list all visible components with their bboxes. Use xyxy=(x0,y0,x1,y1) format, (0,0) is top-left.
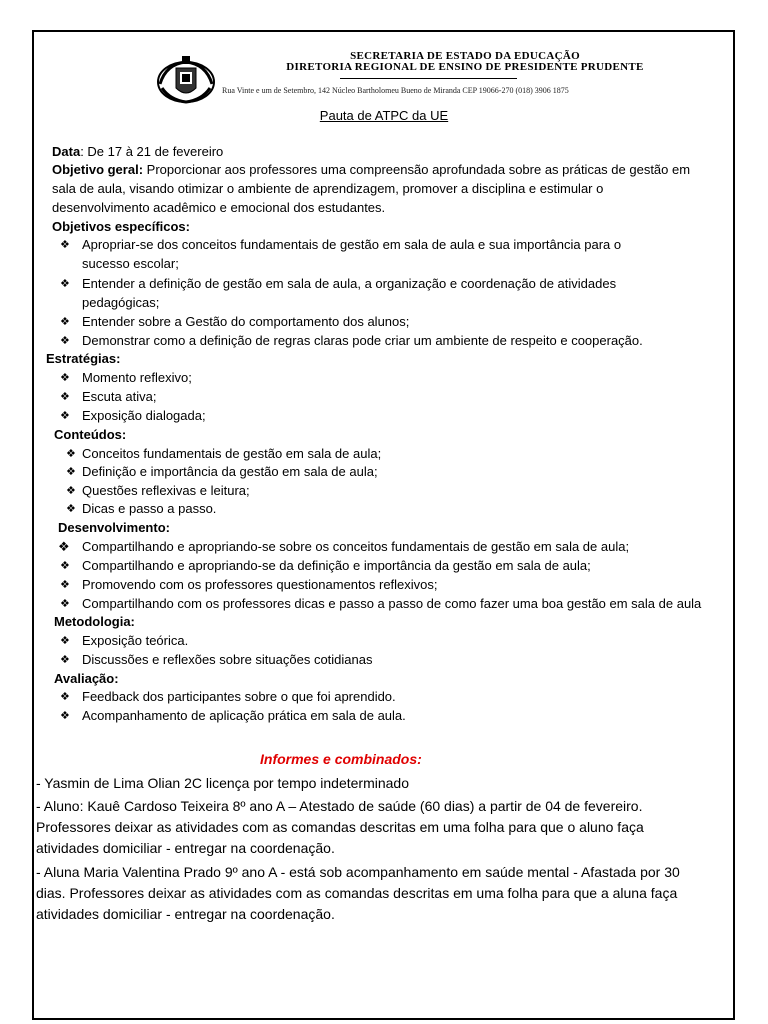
desenvolvimento-item: Promovendo com os professores questionamentos reflexivos; xyxy=(82,577,438,592)
header-divider xyxy=(340,78,517,79)
conteudo-item: Conceitos fundamentais de gestão em sala de aula; xyxy=(82,446,382,461)
data-line xyxy=(52,144,223,160)
objetivo-geral-text-3: desenvolvimento acadêmico e emocional dos estudantes. xyxy=(52,200,386,215)
desenvolvimento-item: Compartilhando e apropriando-se da definição e importância da gestão em sala de aula; xyxy=(82,558,591,573)
bullet-icon: ❖ xyxy=(60,391,70,403)
objetivo-geral-label: Objetivo geral: xyxy=(52,162,144,177)
bullet-icon: ❖ xyxy=(60,560,70,572)
avaliacao-item: Feedback dos participantes sobre o que foi aprendido. xyxy=(82,689,396,704)
informe-line: - Aluna Maria Valentina Prado 9º ano A - está sob acompanhamento em saúde mental - Afastada por 30 xyxy=(36,864,680,880)
informe-line: Professores deixar as atividades com as comandas descritas em uma folha para que o aluno faça xyxy=(36,819,644,835)
bullet-icon: ❖ xyxy=(66,485,76,497)
conteudo-item: Questões reflexivas e leitura; xyxy=(82,483,250,498)
estrategias-heading: Estratégias: xyxy=(46,351,121,366)
objetivo-geral-line xyxy=(52,162,690,178)
desenvolvimento-heading: Desenvolvimento: xyxy=(58,520,170,535)
bullet-icon: ❖ xyxy=(60,278,70,290)
objetivo-item-continued: pedagógicas; xyxy=(82,295,160,310)
bullet-icon: ❖ xyxy=(60,316,70,328)
state-coat-of-arms-icon xyxy=(156,54,216,106)
bullet-icon: ❖ xyxy=(58,539,70,554)
objetivos-especificos-heading: Objetivos específicos: xyxy=(52,219,190,234)
bullet-icon: ❖ xyxy=(60,635,70,647)
conteudo-item: Dicas e passo a passo. xyxy=(82,501,217,516)
bullet-icon: ❖ xyxy=(60,410,70,422)
header-secretaria: SECRETARIA DE ESTADO DA EDUCAÇÃO xyxy=(350,50,580,62)
informe-line: atividades domiciliar - entregar na coordenação. xyxy=(36,906,335,922)
objetivo-item: Entender a definição de gestão em sala de aula, a organização e coordenação de atividades xyxy=(82,276,617,291)
objetivo-item-continued: sucesso escolar; xyxy=(82,256,179,271)
avaliacao-heading: Avaliação: xyxy=(54,671,119,686)
bullet-icon: ❖ xyxy=(60,335,70,347)
bullet-icon: ❖ xyxy=(66,466,76,478)
metodologia-item: Discussões e reflexões sobre situações cotidianas xyxy=(82,652,373,667)
bullet-icon: ❖ xyxy=(60,579,70,591)
data-label: Data xyxy=(52,144,81,159)
informe-line: dias. Professores deixar as atividades com as comandas descritas em uma folha para que a aluna faça xyxy=(36,885,678,901)
avaliacao-item: Acompanhamento de aplicação prática em sala de aula. xyxy=(82,708,406,723)
header-diretoria: DIRETORIA REGIONAL DE ENSINO DE PRESIDENTE PRUDENTE xyxy=(286,61,644,73)
page-title: Pauta de ATPC da UE xyxy=(319,108,449,123)
desenvolvimento-item: Compartilhando e apropriando-se sobre os conceitos fundamentais de gestão em sala de aula; xyxy=(82,539,630,554)
informe-line: - Aluno: Kauê Cardoso Teixeira 8º ano A – Atestado de saúde (60 dias) a partir de 04 de fevereiro. xyxy=(36,798,643,814)
bullet-icon: ❖ xyxy=(60,654,70,666)
objetivo-item: Demonstrar como a definição de regras claras pode criar um ambiente de respeito e cooperação. xyxy=(82,333,643,348)
bullet-icon: ❖ xyxy=(66,448,76,460)
estrategia-item: Exposição dialogada; xyxy=(82,408,206,423)
informes-heading: Informes e combinados: xyxy=(260,751,422,767)
metodologia-heading: Metodologia: xyxy=(54,614,135,629)
objetivo-geral-text-2: sala de aula, visando otimizar o ambiente de aprendizagem, promover a disciplina e estimular o xyxy=(52,181,604,196)
bullet-icon: ❖ xyxy=(66,503,76,515)
objetivo-geral-text-1: Proporcionar aos professores uma compreensão aprofundada sobre as práticas de gestão em xyxy=(143,162,691,177)
estrategia-item: Escuta ativa; xyxy=(82,389,157,404)
header-address: Rua Vinte e um de Setembro, 142 Núcleo Bartholomeu Bueno de Miranda CEP 19066-270 (018) 3906 1875 xyxy=(222,86,569,95)
bullet-icon: ❖ xyxy=(60,710,70,722)
bullet-icon: ❖ xyxy=(60,598,70,610)
objetivo-item: Entender sobre a Gestão do comportamento dos alunos; xyxy=(82,314,410,329)
bullet-icon: ❖ xyxy=(60,372,70,384)
data-value: : De 17 à 21 de fevereiro xyxy=(80,144,224,159)
informe-line: - Yasmin de Lima Olian 2C licença por tempo indeterminado xyxy=(36,775,410,791)
desenvolvimento-item: Compartilhando com os professores dicas e passo a passo de como fazer uma boa gestão em sala de aula xyxy=(82,596,702,611)
metodologia-item: Exposição teórica. xyxy=(82,633,189,648)
bullet-icon: ❖ xyxy=(60,239,70,251)
objetivo-item: Apropriar-se dos conceitos fundamentais de gestão em sala de aula e sua importância para o xyxy=(82,237,622,252)
informe-line: atividades domiciliar - entregar na coordenação. xyxy=(36,840,335,856)
bullet-icon: ❖ xyxy=(60,691,70,703)
conteudo-item: Definição e importância da gestão em sala de aula; xyxy=(82,464,378,479)
estrategia-item: Momento reflexivo; xyxy=(82,370,192,385)
conteudos-heading: Conteúdos: xyxy=(54,427,127,442)
